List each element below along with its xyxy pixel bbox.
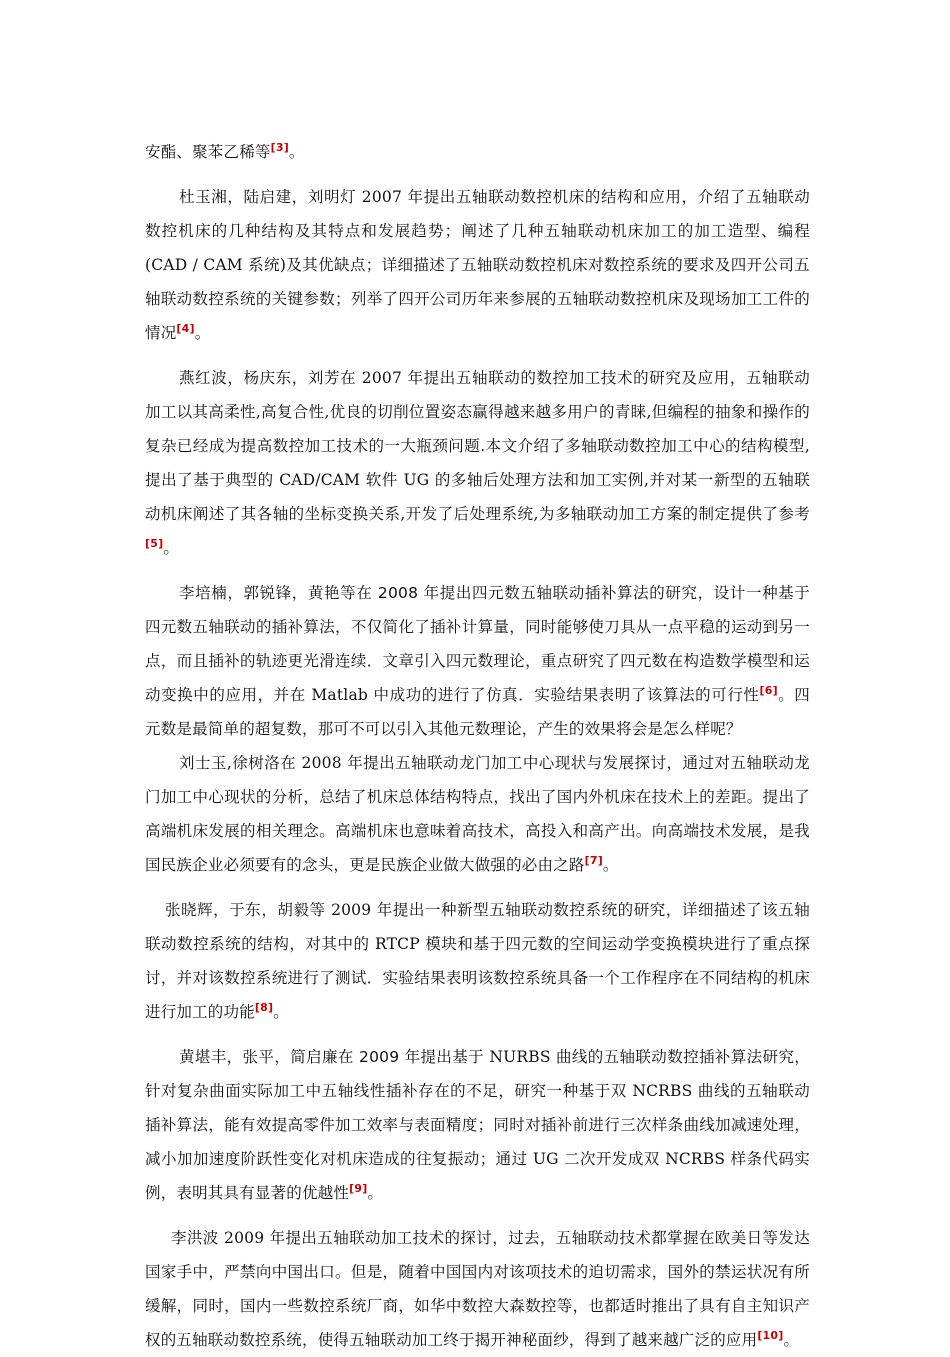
paragraph-2: 杜玉湘，陆启建，刘明灯 2007 年提出五轴联动数控机床的结构和应用，介绍了五轴联动数控机床的几种结构及其特点和发展趋势；阐述了几种五轴联动机床加工的加工造型、编程(CAD / CAM 系统)及其优缺点；详细描述了五轴联动数控机床对数控系统的要求及四开公司五轴联动数控系统的关键参数；列举了四开公司历年来参展的五轴联动数控机床及现场加工工件的情况[4]。: [145, 188, 810, 342]
paper-title: 五轴联动加工技术的探讨: [317, 1229, 493, 1247]
paragraph-3: 燕红波，杨庆东，刘芳在 2007 年提出五轴联动的数控加工技术的研究及应用，五轴联动加工以其高柔性,高复合性,优良的切削位置姿态赢得越来越多用户的青睐,但编程的抽象和操作的复杂已经成为提高数控加工技术的一大瓶颈问题.本文介绍了多轴联动数控加工中心的结构模型,提出了基于典型的 CAD/CAM 软件 UG 的多轴后处理方法和加工实例,并对某一新型的五轴联动机床阐述了其各轴的坐标变换关系,开发了后处理系统,为多轴联动加工方案的制定提供了参考[5]。: [145, 369, 810, 557]
citation-4: [4]: [176, 322, 195, 335]
author-intro: 李培楠，郭锐锋，黄艳等在 2008 年提出: [179, 584, 473, 602]
citation-7: [7]: [584, 854, 603, 867]
citation-5: [5]: [145, 537, 164, 550]
paragraph-6: 张晓辉，于东，胡毅等 2009 年提出一种新型五轴联动数控系统的研究，详细描述了该五轴联动数控系统的结构，对其中的 RTCP 模块和基于四元数的空间运动学变换模块进行了重点探讨，并对该数控系统进行了测试．实验结果表明该数控系统具备一个工作程序在不同结构的机床进行加工的功能[8]。: [145, 901, 810, 1021]
citation-10: [10]: [757, 1329, 784, 1342]
paragraph-7: 黄堪丰，张平，简启廉在 2009 年提出基于 NURBS 曲线的五轴联动数控插补算法研究，针对复杂曲面实际加工中五轴线性插补存在的不足，研究一种基于双 NCRBS 曲线的五轴联动插补算法，能有效提高零件加工效率与表面精度；同时对插补前进行三次样条曲线加减速处理，减小加加速度阶跃性变化对机床造成的往复振动；通过 UG 二次开发成双 NCRBS 样条代码实例，表明其具有显著的优越性[9]。: [145, 1048, 810, 1202]
citation-8: [8]: [254, 1001, 274, 1014]
body-text: [145, 135, 810, 1357]
paragraph-1: 安酯、聚苯乙稀等[3]。: [145, 141, 305, 161]
citation-3: [3]: [270, 141, 289, 154]
paragraph-5: 刘士玉,徐树洛在 2008 年提出五轴联动龙门加工中心现状与发展探讨，通过对五轴联动龙门加工中心现状的分析，总结了机床总体结构特点，找出了国内外机床在技术上的差距。提出了高端机床发展的相关理念。高端机床也意味着高技术，高投入和高产出。向高端技术发展，是我国民族企业必须要有的念头，更是民族企业做大做强的必由之路[7]。: [145, 754, 810, 874]
paper-title: 五轴联动的数控加工技术的研究及应用: [455, 369, 730, 387]
paragraph-8: 李洪波 2009 年提出五轴联动加工技术的探讨，过去，五轴联动技术都掌握在欧美日等发达国家手中，严禁向中国出口。但是，随着中国国内对该项技术的迫切需求，国外的禁运状况有所缓解，同时，国内一些数控系统厂商，如华中数控大森数控等，也都适时推出了具有自主知识产权的五轴联动数控系统，使得五轴联动加工终于揭开神秘面纱，得到了越来越广泛的应用[10]。: [145, 1229, 810, 1349]
citation-6: [6]: [759, 684, 778, 697]
citation-9: [9]: [349, 1182, 368, 1195]
author-intro: 黄堪丰，张平，简启廉在 2009 年提出: [179, 1048, 453, 1066]
paragraph-4: 李培楠，郭锐锋，黄艳等在 2008 年提出四元数五轴联动插补算法的研究，设计一种基于四元数五轴联动的插补算法，不仅简化了插补计算量，同时能够使刀具从一点平稳的运动到另一点，而且插补的轨迹更光滑连续．文章引入四元数理论，重点研究了四元数在构造数学模型和运动变换中的应用，并在 Matlab 中成功的进行了仿真．实验结果表明了该算法的可行性[6]。四元数是最简单的超复数，那可不可以引入其他元数理论，产生的效果将会是怎么样呢？: [145, 584, 810, 738]
